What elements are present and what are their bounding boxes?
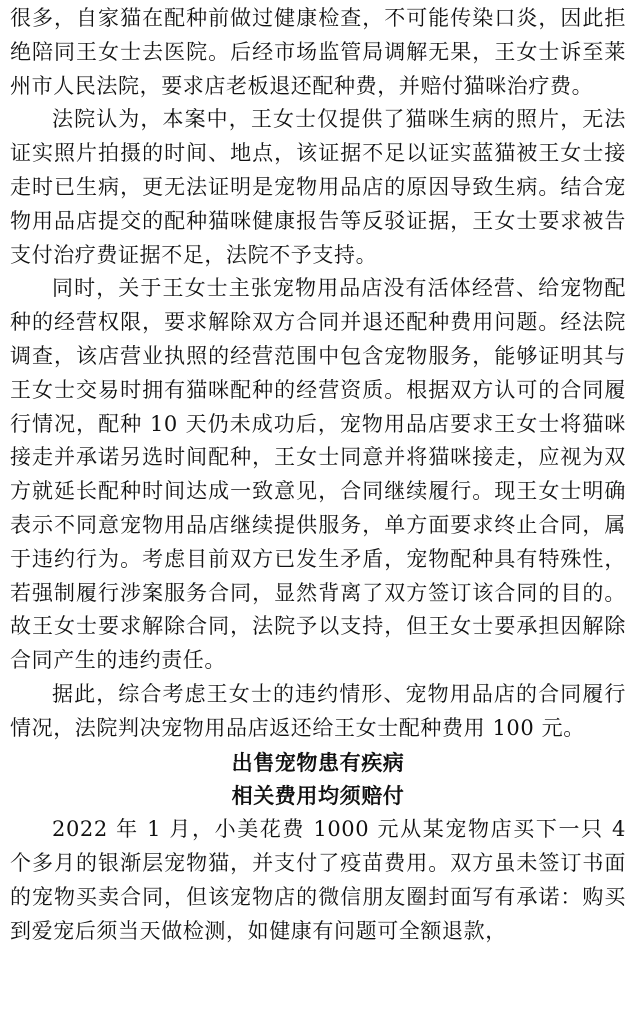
heading-line-2: 相关费用均须赔付: [231, 783, 405, 809]
paragraph-continued: 很多，自家猫在配种前做过健康检查，不可能传染口炎，因此拒绝陪同王女士去医院。后经市场监管局调解无果，王女士诉至莱州市人民法院，要求店老板退还配种费，并赔付猫咪治疗费。: [10, 6, 626, 98]
paragraph-judgment: 据此，综合考虑王女士的违约情形、宠物用品店的合同履行情况，法院判决宠物用品店返还给王女士配种费用 100 元。: [10, 681, 626, 740]
section-heading: [10, 746, 626, 814]
paragraph-new-case: 2022 年 1 月，小美花费 1000 元从某宠物店买下一只 4 个多月的银渐层宠物猫，并支付了疫苗费用。双方虽未签订书面的宠物买卖合同，但该宠物店的微信朋友圈封面写有承诺：购买到爱宠后须当天做检测，如健康有问题可全额退款，: [10, 817, 626, 943]
paragraph-court-opinion: 法院认为，本案中，王女士仅提供了猫咪生病的照片，无法证实照片拍摄的时间、地点，该证据不足以证实蓝猫被王女士接走时已生病，更无法证明是宠物用品店的原因导致生病。结合宠物用品店提交的配种猫咪健康报告等反驳证据，王女士要求被告支付治疗费证据不足，法院不予支持。: [10, 107, 626, 267]
heading-line-1: 出售宠物患有疾病: [231, 749, 405, 775]
paragraph-contract-analysis: 同时，关于王女士主张宠物用品店没有活体经营、给宠物配种的经营权限，要求解除双方合同并退还配种费用问题。经法院调查，该店营业执照的经营范围中包含宠物服务，能够证明其与王女士交易时拥有猫咪配种的经营资质。根据双方认可的合同履行情况，配种 10 天仍未成功后，宠物用品店要求王女士将猫咪接走并承诺另选时间配种，王女士同意并将猫咪接走，应视为双方就延长配种时间达成一致意见，合同继续履行。现王女士明确表示不同意宠物用品店继续提供服务，单方面要求终止合同，属于违约行为。考虑目前双方已发生矛盾，宠物配种具有特殊性，若强制履行涉案服务合同，显然背离了双方签订该合同的目的。故王女士要求解除合同，法院予以支持，但王女士要承担因解除合同产生的违约责任。: [10, 276, 626, 673]
